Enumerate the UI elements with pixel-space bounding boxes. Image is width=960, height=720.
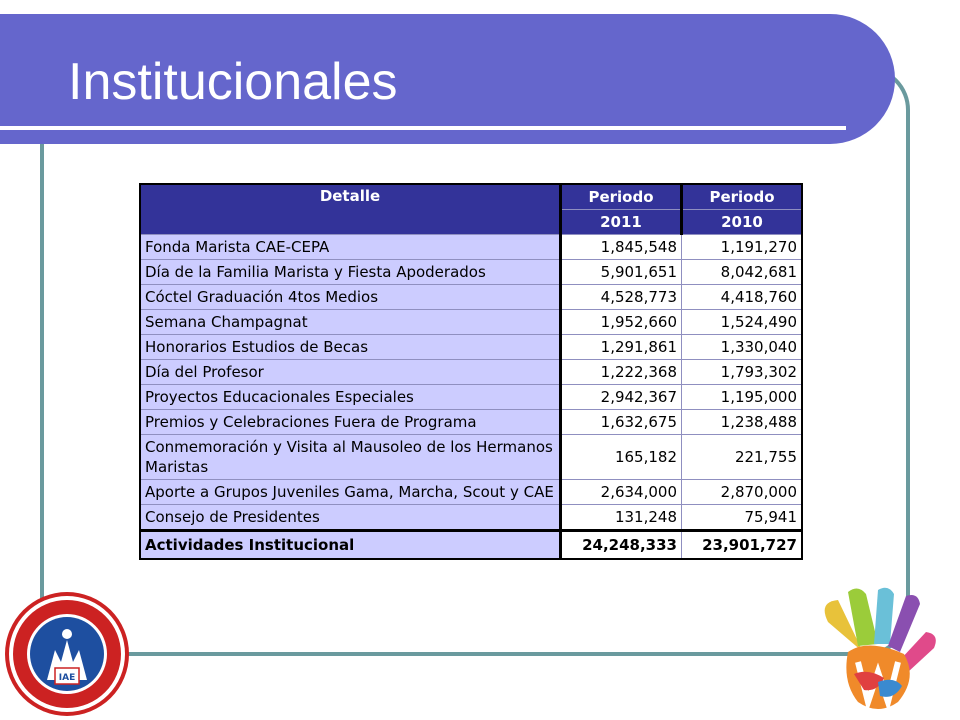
row-detalle: Semana Champagnat [140,310,561,335]
table-row [140,385,802,410]
row-2010: 1,238,488 [682,410,803,435]
seal-mark: IAE [58,673,76,683]
table-total-row [140,531,802,560]
table-row [140,480,802,505]
table-row [140,335,802,360]
header-2011-line1: Periodo [561,184,682,210]
row-2010: 1,330,040 [682,335,803,360]
header-2010-line1: Periodo [682,184,803,210]
row-detalle: Consejo de Presidentes [140,505,561,531]
table-row [140,260,802,285]
row-2010: 1,195,000 [682,385,803,410]
total-2010: 23,901,727 [682,531,803,560]
row-2010: 221,755 [682,435,803,480]
row-2011: 131,248 [561,505,682,531]
row-detalle: Fonda Marista CAE-CEPA [140,235,561,260]
colorful-hand-logo [808,582,948,720]
title-underline [0,126,846,130]
institutional-table [139,183,803,560]
table-header-row [140,184,802,210]
total-detalle: Actividades Institucional [140,531,561,560]
row-detalle: Día del Profesor [140,360,561,385]
header-detalle: Detalle [140,184,561,235]
row-detalle: Aporte a Grupos Juveniles Gama, Marcha, Scout y CAE [140,480,561,505]
total-2011: 24,248,333 [561,531,682,560]
table-row [140,360,802,385]
slide-title: Institucionales [68,53,398,111]
row-2010: 1,191,270 [682,235,803,260]
row-detalle: Honorarios Estudios de Becas [140,335,561,360]
table-row [140,235,802,260]
table-row [140,285,802,310]
row-detalle: Día de la Familia Marista y Fiesta Apoderados [140,260,561,285]
row-2010: 1,793,302 [682,360,803,385]
row-2011: 4,528,773 [561,285,682,310]
row-2011: 1,222,368 [561,360,682,385]
row-2011: 165,182 [561,435,682,480]
row-2010: 4,418,760 [682,285,803,310]
row-2011: 1,952,660 [561,310,682,335]
table-row [140,310,802,335]
row-2010: 75,941 [682,505,803,531]
seal-badge: MARISTAS [54,662,80,668]
header-2011-line2: 2011 [561,210,682,235]
row-detalle: Cóctel Graduación 4tos Medios [140,285,561,310]
row-2011: 1,632,675 [561,410,682,435]
row-2011: 2,634,000 [561,480,682,505]
row-2010: 2,870,000 [682,480,803,505]
table-row [140,410,802,435]
school-seal-logo [3,590,131,718]
row-2010: 8,042,681 [682,260,803,285]
row-2010: 1,524,490 [682,310,803,335]
row-2011: 1,291,861 [561,335,682,360]
row-detalle: Premios y Celebraciones Fuera de Programa [140,410,561,435]
row-2011: 1,845,548 [561,235,682,260]
header-2010-line2: 2010 [682,210,803,235]
row-detalle: Proyectos Educacionales Especiales [140,385,561,410]
row-detalle: Conmemoración y Visita al Mausoleo de los Hermanos Maristas [140,435,561,480]
table-row [140,435,802,480]
row-2011: 5,901,651 [561,260,682,285]
table-row [140,505,802,531]
row-2011: 2,942,367 [561,385,682,410]
